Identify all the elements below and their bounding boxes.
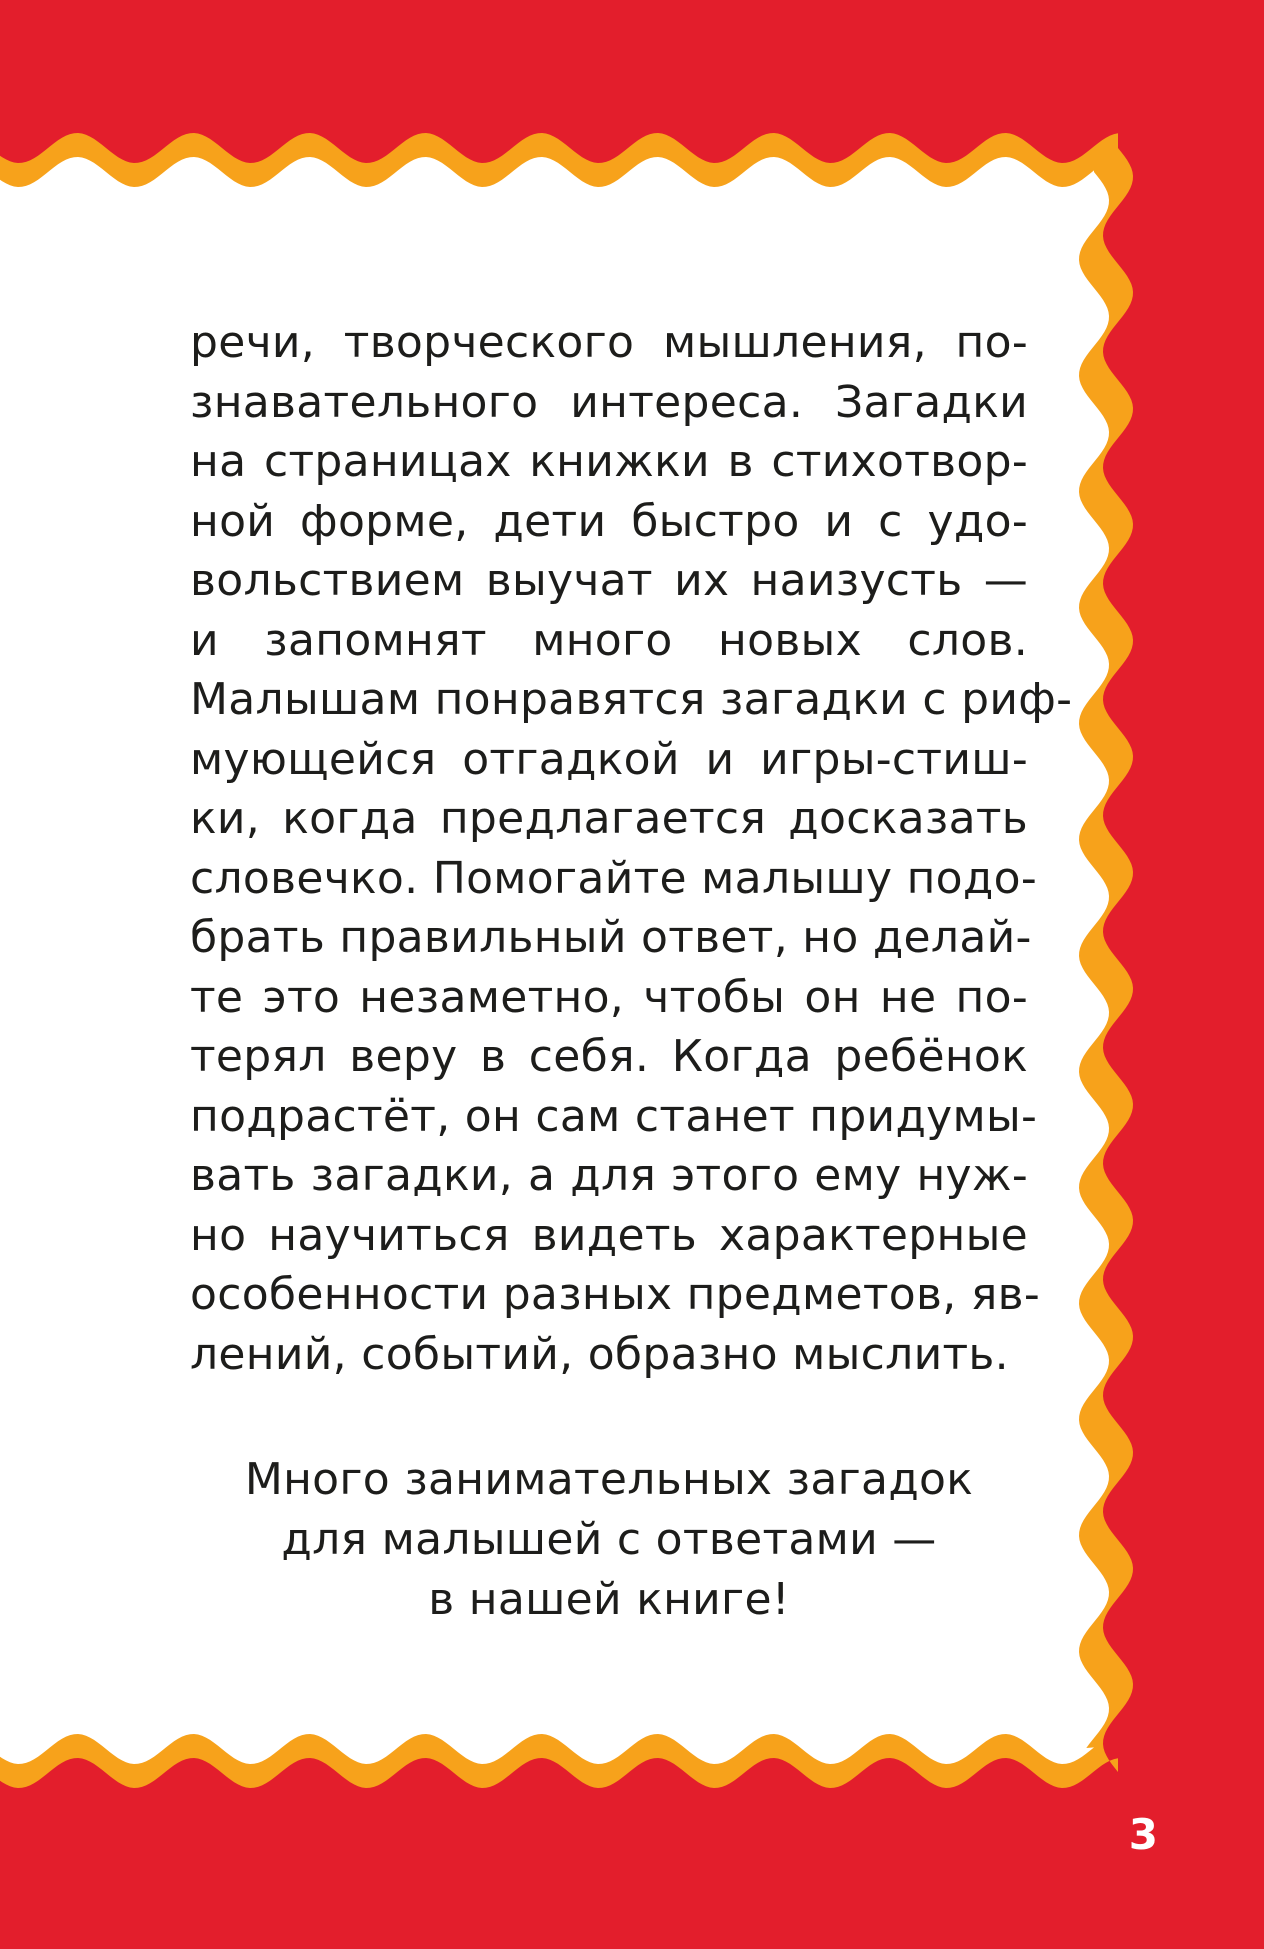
closing-line: Много занимательных загадок xyxy=(244,1454,974,1505)
body-line: ной форме, дети быстро и с удо- xyxy=(190,495,1028,547)
body-line: лений, событий, образно мыслить. xyxy=(190,1328,1009,1380)
body-line: знавательного интереса. Загадки xyxy=(190,376,1028,428)
body-line: но научиться видеть характерные xyxy=(190,1209,1028,1261)
closing-text xyxy=(190,1450,1028,1630)
body-line: терял веру в себя. Когда ребёнок xyxy=(190,1031,1028,1082)
body-line: подрастёт, он сам станет придумы- xyxy=(190,1090,1038,1142)
body-line: мующейся отгадкой и игры-стиш- xyxy=(190,733,1028,785)
body-line: на страницах книжки в стихотвор- xyxy=(190,436,1028,487)
body-line: те это незаметно, чтобы он не по- xyxy=(190,971,1028,1023)
body-line: вать загадки, а для этого ему нуж- xyxy=(190,1150,1028,1201)
body-line: и запомнят много новых слов. xyxy=(190,614,1028,666)
body-line: особенности разных предметов, яв- xyxy=(190,1269,1041,1320)
body-line: ки, когда предлагается досказать xyxy=(190,793,1028,844)
body-line: брать правильный ответ, но делай- xyxy=(190,912,1032,963)
body-line: Малышам понравятся загадки с риф- xyxy=(190,674,1073,725)
body-line: вольствием выучат их наизусть — xyxy=(190,555,1028,606)
body-line: речи, творческого мышления, по- xyxy=(190,317,1028,368)
page-number: 3 xyxy=(1128,1810,1158,1859)
body-text xyxy=(190,313,1073,1384)
closing-line: для малышей с ответами — xyxy=(281,1514,937,1565)
body-line: словечко. Помогайте малышу подо- xyxy=(190,852,1037,904)
closing-line: в нашей книге! xyxy=(428,1574,790,1625)
